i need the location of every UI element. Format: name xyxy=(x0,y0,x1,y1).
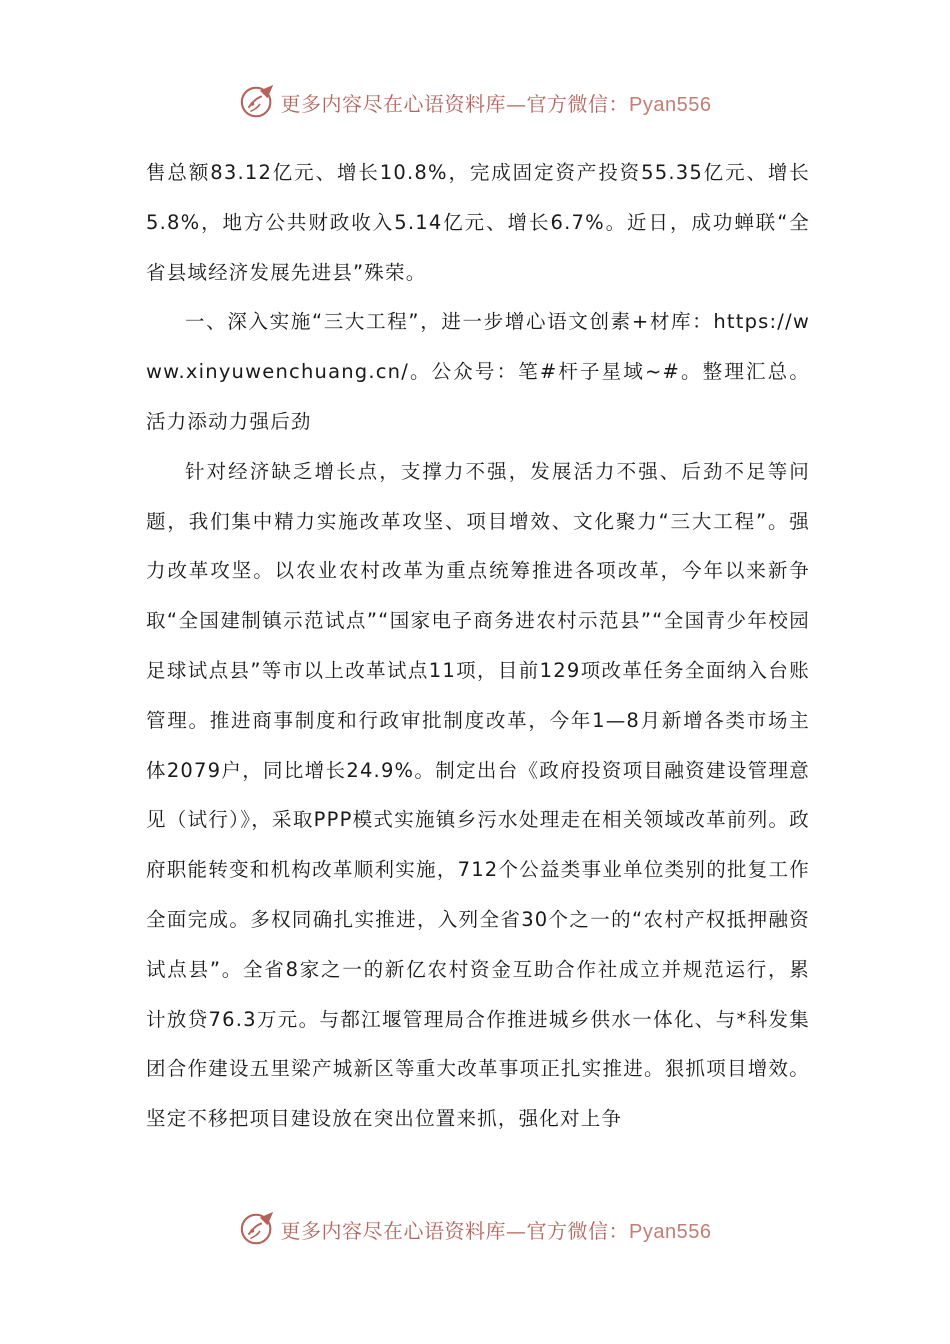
banner-inner xyxy=(239,83,712,121)
banner-wechat-id: Pyan556 xyxy=(629,93,712,116)
paragraph-2: 一、深入实施“三大工程”，进一步增心语文创素+材库：https://www.xinyuwenchuang.cn/。公众号：笔#杆子星域~#。整理汇总。活力添动力强后劲 xyxy=(146,310,810,433)
footer-banner xyxy=(0,1207,950,1251)
banner-inner-bottom xyxy=(239,1210,712,1248)
paragraph-3: 针对经济缺乏增长点，支撑力不强，发展活力不强、后劲不足等问题，我们集中精力实施改革攻坚、项目增效、文化聚力“三大工程”。强力改革攻坚。以农业农村改革为重点统筹推进各项改革，今年以来新争取“全国建制镇示范试点”“国家电子商务进农村示范县”“全国青少年校园足球试点县”等市以上改革试点11项，目前129项改革任务全面纳入台账管理。推进商事制度和行政审批制度改革，今年1—8月新增各类市场主体2079户，同比增长24.9%。制定出台《政府投资项目融资建设管理意见（试行）》，采取PPP模式实施镇乡污水处理走在相关领域改革前列。政府职能转变和机构改革顺利实施，712个公益类事业单位类别的批复工作全面完成。多权同确扎实推进，入列全省30个之一的“农村产权抵押融资试点县”。全省8家之一的新亿农村资金互助合作社成立并规范运行，累计放贷76.3万元。与都江堰管理局合作推进城乡供水一体化、与*科发集团合作建设五里梁产城新区等重大改革事项正扎实推进。狠抓项目增效。坚定不移把项目建设放在突出位置来抓，强化对上争 xyxy=(146,459,810,1131)
banner-text xyxy=(281,88,712,117)
banner-text-bottom xyxy=(281,1215,712,1244)
paragraph-1: 售总额83.12亿元、增长10.8%，完成固定资产投资55.35亿元、增长5.8%，地方公共财政收入5.14亿元、增长6.7%。近日，成功蝉联“全省县域经济发展先进县”殊荣。 xyxy=(146,161,810,284)
pen-circle-logo-icon xyxy=(239,1210,277,1248)
header-banner xyxy=(0,80,950,124)
banner-title-bottom: 更多内容尽在心语资料库—官方微信： xyxy=(280,1218,630,1243)
document-body xyxy=(146,148,810,1144)
pen-circle-logo-icon xyxy=(239,83,277,121)
banner-wechat-id-bottom: Pyan556 xyxy=(629,1220,712,1243)
banner-title: 更多内容尽在心语资料库—官方微信： xyxy=(280,91,630,116)
